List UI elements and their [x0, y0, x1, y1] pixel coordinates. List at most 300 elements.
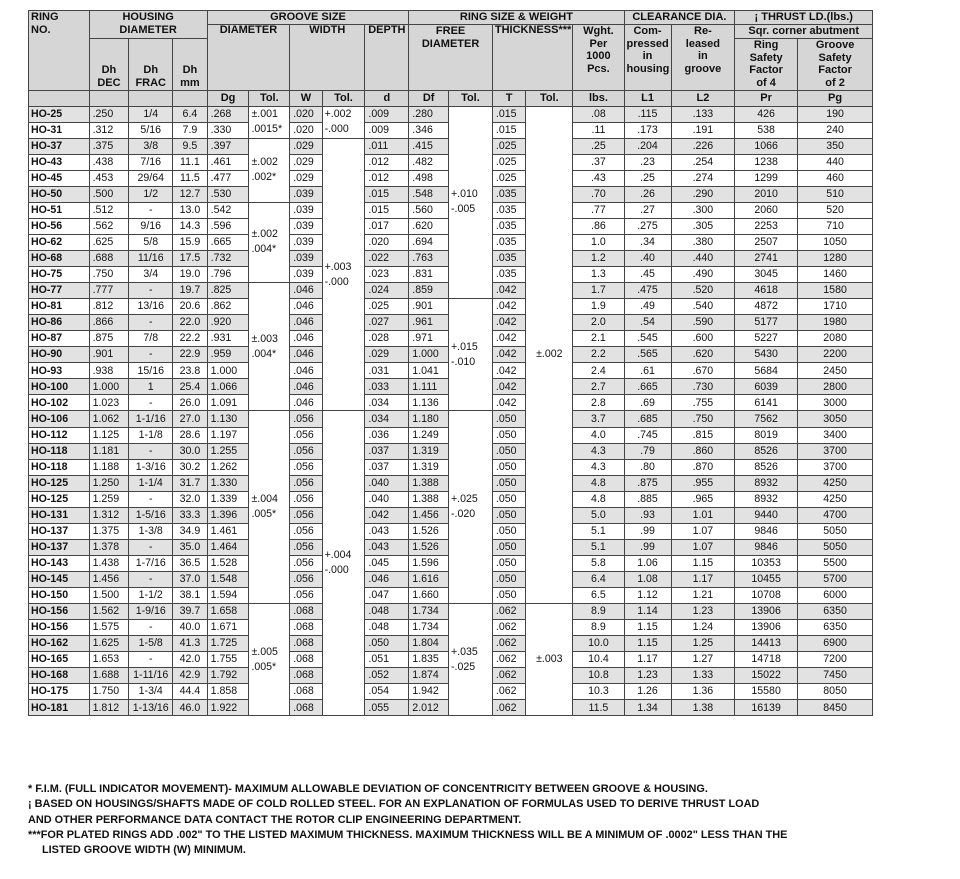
dh-frac-cell: 1-3/4 — [129, 684, 173, 700]
dh-dec-cell: 1.456 — [89, 571, 129, 587]
d-cell: .024 — [365, 283, 409, 299]
dg-cell: 1.066 — [207, 379, 249, 395]
ring-no-cell: HO-77 — [29, 283, 90, 299]
t-cell: .050 — [492, 475, 525, 491]
pr-cell: 5177 — [735, 315, 798, 331]
pr-cell: 2741 — [735, 250, 798, 266]
l1-cell: .69 — [624, 395, 671, 411]
df-cell: 1.526 — [409, 523, 449, 539]
dh-mm-cell: 30.0 — [173, 443, 207, 459]
df-cell: .498 — [409, 170, 449, 186]
l2-cell: .274 — [671, 170, 735, 186]
l2-cell: .305 — [671, 218, 735, 234]
dg-cell: .596 — [207, 218, 249, 234]
l2-cell: 1.07 — [671, 539, 735, 555]
ring-no-cell: HO-31 — [29, 122, 90, 138]
w-cell: .039 — [290, 202, 322, 218]
dh-dec-cell: .875 — [89, 331, 129, 347]
d-cell: .034 — [365, 395, 409, 411]
ring-no-cell: HO-156 — [29, 620, 90, 636]
weight-cell: 4.3 — [573, 459, 624, 475]
dh-frac-cell: - — [129, 620, 173, 636]
pr-cell: 14413 — [735, 636, 798, 652]
l2-cell: .620 — [671, 347, 735, 363]
w-cell: .020 — [290, 106, 322, 122]
dg-cell: 1.461 — [207, 523, 249, 539]
dg-cell: 1.255 — [207, 443, 249, 459]
t-cell: .042 — [492, 315, 525, 331]
pg-cell: 5050 — [797, 539, 872, 555]
l1-cell: 1.15 — [624, 620, 671, 636]
l1-cell: 1.23 — [624, 668, 671, 684]
dh-dec-cell: .438 — [89, 154, 129, 170]
ring-no-cell: HO-145 — [29, 571, 90, 587]
dh-dec-cell: 1.023 — [89, 395, 129, 411]
dh-frac-cell: 11/16 — [129, 250, 173, 266]
pg-cell: 4700 — [797, 507, 872, 523]
dh-frac-cell: - — [129, 315, 173, 331]
pr-cell: 5430 — [735, 347, 798, 363]
pr-cell: 2507 — [735, 234, 798, 250]
d-cell: .045 — [365, 555, 409, 571]
df-cell: .346 — [409, 122, 449, 138]
t-cell: .062 — [492, 652, 525, 668]
w-cell: .046 — [290, 331, 322, 347]
dh-dec-cell: .938 — [89, 363, 129, 379]
pg-cell: 7200 — [797, 652, 872, 668]
unit-blank — [89, 90, 129, 106]
w-cell: .046 — [290, 379, 322, 395]
unit-dg: Dg — [207, 90, 249, 106]
w-cell: .068 — [290, 668, 322, 684]
dh-frac-cell: 3/8 — [129, 138, 173, 154]
t-cell: .035 — [492, 250, 525, 266]
l2-cell: 1.38 — [671, 700, 735, 716]
weight-cell: 10.8 — [573, 668, 624, 684]
pg-cell: 5500 — [797, 555, 872, 571]
d-cell: .023 — [365, 267, 409, 283]
w-tolerance: +.004 -.000 — [322, 411, 365, 716]
df-cell: 1.596 — [409, 555, 449, 571]
pg-cell: 1460 — [797, 267, 872, 283]
df-cell: .548 — [409, 186, 449, 202]
dg-cell: 1.922 — [207, 700, 249, 716]
t-cell: .025 — [492, 170, 525, 186]
df-tolerance: +.035 -.025 — [449, 604, 493, 716]
d-cell: .025 — [365, 299, 409, 315]
w-cell: .056 — [290, 523, 322, 539]
t-cell: .025 — [492, 138, 525, 154]
weight-cell: 5.1 — [573, 539, 624, 555]
pg-cell: 240 — [797, 122, 872, 138]
pg-cell: 710 — [797, 218, 872, 234]
l1-cell: 1.15 — [624, 636, 671, 652]
dh-dec-cell: .812 — [89, 299, 129, 315]
weight-cell: .25 — [573, 138, 624, 154]
groove-safety-header: Groove Safety Factor of 2 — [797, 39, 872, 91]
dg-tolerance: ±.005 .005* — [249, 604, 290, 716]
ring-no-cell: HO-162 — [29, 636, 90, 652]
d-cell: .037 — [365, 459, 409, 475]
dh-dec-cell: .250 — [89, 106, 129, 122]
l2-cell: .520 — [671, 283, 735, 299]
dh-dec-cell: 1.625 — [89, 636, 129, 652]
df-cell: .280 — [409, 106, 449, 122]
pg-cell: 3700 — [797, 443, 872, 459]
pr-cell: 4618 — [735, 283, 798, 299]
ring-no-cell: HO-125 — [29, 475, 90, 491]
pg-cell: 6350 — [797, 620, 872, 636]
dh-dec-cell: 1.812 — [89, 700, 129, 716]
df-cell: .763 — [409, 250, 449, 266]
thrust-load-header: ¡ THRUST LD.(lbs.) — [735, 11, 873, 25]
dh-dec-cell: 1.062 — [89, 411, 129, 427]
dh-frac-cell: 3/4 — [129, 267, 173, 283]
d-cell: .034 — [365, 411, 409, 427]
dh-dec-header: Dh DEC — [89, 39, 129, 91]
l2-cell: 1.36 — [671, 684, 735, 700]
dg-cell: .268 — [207, 106, 249, 122]
t-cell: .062 — [492, 700, 525, 716]
l1-cell: 1.08 — [624, 571, 671, 587]
l1-cell: .173 — [624, 122, 671, 138]
pr-cell: 8019 — [735, 427, 798, 443]
l2-cell: .755 — [671, 395, 735, 411]
ring-no-cell: HO-131 — [29, 507, 90, 523]
dh-mm-cell: 30.2 — [173, 459, 207, 475]
l1-cell: .885 — [624, 491, 671, 507]
pg-cell: 6000 — [797, 587, 872, 603]
dg-cell: .477 — [207, 170, 249, 186]
dh-frac-cell: 1-13/16 — [129, 700, 173, 716]
w-cell: .056 — [290, 475, 322, 491]
dh-mm-cell: 11.1 — [173, 154, 207, 170]
df-cell: .859 — [409, 283, 449, 299]
weight-cell: 2.8 — [573, 395, 624, 411]
t-cell: .042 — [492, 299, 525, 315]
pg-cell: 440 — [797, 154, 872, 170]
sqr-corner-header: Sqr. corner abutment — [735, 25, 873, 39]
d-cell: .054 — [365, 684, 409, 700]
clearance-dia-header: CLEARANCE DIA. — [624, 11, 735, 25]
l2-cell: 1.33 — [671, 668, 735, 684]
dh-frac-cell: 1-1/2 — [129, 587, 173, 603]
footnote-thrust-cont: AND OTHER PERFORMANCE DATA CONTACT THE ROTOR CLIP ENGINEERING DEPARTMENT. — [28, 813, 522, 826]
weight-cell: 10.3 — [573, 684, 624, 700]
weight-cell: .70 — [573, 186, 624, 202]
dg-cell: .461 — [207, 154, 249, 170]
d-cell: .022 — [365, 250, 409, 266]
df-cell: .971 — [409, 331, 449, 347]
df-cell: 1.835 — [409, 652, 449, 668]
weight-cell: 3.7 — [573, 411, 624, 427]
unit-blank — [173, 90, 207, 106]
df-cell: .961 — [409, 315, 449, 331]
dh-mm-cell: 22.2 — [173, 331, 207, 347]
unit-df: Df — [409, 90, 449, 106]
pg-cell: 4250 — [797, 475, 872, 491]
pg-cell: 1980 — [797, 315, 872, 331]
l2-cell: .226 — [671, 138, 735, 154]
weight-cell: .37 — [573, 154, 624, 170]
dg-cell: 1.725 — [207, 636, 249, 652]
weight-cell: 8.9 — [573, 620, 624, 636]
df-tolerance: +.015 -.010 — [449, 299, 493, 411]
dh-mm-cell: 6.4 — [173, 106, 207, 122]
ring-no-cell: HO-68 — [29, 250, 90, 266]
dh-mm-cell: 9.5 — [173, 138, 207, 154]
l2-cell: .590 — [671, 315, 735, 331]
dh-mm-cell: 37.0 — [173, 571, 207, 587]
t-cell: .042 — [492, 331, 525, 347]
w-cell: .029 — [290, 170, 322, 186]
ring-no-cell: HO-137 — [29, 539, 90, 555]
ring-no-cell: HO-25 — [29, 106, 90, 122]
ring-no-cell: HO-143 — [29, 555, 90, 571]
w-cell: .046 — [290, 395, 322, 411]
d-cell: .047 — [365, 587, 409, 603]
t-cell: .035 — [492, 202, 525, 218]
dh-dec-cell: 1.562 — [89, 604, 129, 620]
t-cell: .025 — [492, 154, 525, 170]
l1-cell: .665 — [624, 379, 671, 395]
unit-pr: Pr — [735, 90, 798, 106]
dh-frac-cell: 1-1/16 — [129, 411, 173, 427]
d-cell: .040 — [365, 475, 409, 491]
weight-cell: 5.0 — [573, 507, 624, 523]
ring-size-weight-header: RING SIZE & WEIGHT — [409, 11, 624, 25]
t-cell: .050 — [492, 523, 525, 539]
diameter-header: DIAMETER — [207, 25, 290, 91]
w-cell: .068 — [290, 684, 322, 700]
dh-dec-cell: 1.378 — [89, 539, 129, 555]
pg-cell: 520 — [797, 202, 872, 218]
dh-frac-cell: 7/8 — [129, 331, 173, 347]
dh-mm-cell: 33.3 — [173, 507, 207, 523]
ring-no-cell: HO-87 — [29, 331, 90, 347]
ring-no-cell: HO-118 — [29, 459, 90, 475]
pg-cell: 3700 — [797, 459, 872, 475]
w-cell: .029 — [290, 138, 322, 154]
l2-cell: 1.27 — [671, 652, 735, 668]
l1-cell: .99 — [624, 539, 671, 555]
t-cell: .042 — [492, 363, 525, 379]
dh-dec-cell: .901 — [89, 347, 129, 363]
dh-frac-cell: 1-9/16 — [129, 604, 173, 620]
thickness-header: THICKNESS*** — [492, 25, 572, 91]
unit-t-tol: Tol. — [526, 90, 573, 106]
l1-cell: .204 — [624, 138, 671, 154]
df-cell: .901 — [409, 299, 449, 315]
dg-cell: .330 — [207, 122, 249, 138]
pg-cell: 350 — [797, 138, 872, 154]
w-tolerance: +.002 -.000 — [322, 106, 365, 138]
w-cell: .046 — [290, 283, 322, 299]
pg-cell: 7450 — [797, 668, 872, 684]
dh-dec-cell: 1.188 — [89, 459, 129, 475]
l1-cell: .23 — [624, 154, 671, 170]
pr-cell: 10353 — [735, 555, 798, 571]
l1-cell: .61 — [624, 363, 671, 379]
ring-no-cell: HO-156 — [29, 604, 90, 620]
d-cell: .028 — [365, 331, 409, 347]
pg-cell: 6900 — [797, 636, 872, 652]
l1-cell: 1.26 — [624, 684, 671, 700]
dh-frac-cell: 5/8 — [129, 234, 173, 250]
ring-no-cell: HO-181 — [29, 700, 90, 716]
pr-cell: 13906 — [735, 620, 798, 636]
dh-dec-cell: 1.375 — [89, 523, 129, 539]
spec-sheet — [28, 10, 935, 716]
dh-mm-cell: 39.7 — [173, 604, 207, 620]
l2-cell: .600 — [671, 331, 735, 347]
ring-no-cell: HO-112 — [29, 427, 90, 443]
pg-cell: 3050 — [797, 411, 872, 427]
unit-lbs: lbs. — [573, 90, 624, 106]
w-cell: .039 — [290, 234, 322, 250]
dh-frac-header: Dh FRAC — [129, 39, 173, 91]
unit-t: T — [492, 90, 525, 106]
w-cell: .039 — [290, 186, 322, 202]
l1-cell: .40 — [624, 250, 671, 266]
l1-cell: 1.34 — [624, 700, 671, 716]
l1-cell: .565 — [624, 347, 671, 363]
weight-cell: 2.0 — [573, 315, 624, 331]
dh-frac-cell: 7/16 — [129, 154, 173, 170]
housing-diameter-header: HOUSING DIAMETER — [89, 11, 207, 39]
w-tolerance: +.003 -.000 — [322, 138, 365, 411]
dg-tolerance: ±.004 .005* — [249, 411, 290, 604]
pg-cell: 510 — [797, 186, 872, 202]
dh-dec-cell: 1.575 — [89, 620, 129, 636]
ring-safety-header: Ring Safety Factor of 4 — [735, 39, 798, 91]
weight-cell: 10.0 — [573, 636, 624, 652]
l2-cell: 1.07 — [671, 523, 735, 539]
ring-no-cell: HO-165 — [29, 652, 90, 668]
df-cell: 1.180 — [409, 411, 449, 427]
weight-cell: .08 — [573, 106, 624, 122]
pr-cell: 10455 — [735, 571, 798, 587]
d-cell: .027 — [365, 315, 409, 331]
unit-pg: Pg — [797, 90, 872, 106]
dh-dec-cell: 1.250 — [89, 475, 129, 491]
l1-cell: .685 — [624, 411, 671, 427]
table-header — [29, 11, 935, 107]
t-cell: .035 — [492, 267, 525, 283]
weight-cell: 2.1 — [573, 331, 624, 347]
unit-w-tol: Tol. — [322, 90, 365, 106]
ring-no-cell: HO-102 — [29, 395, 90, 411]
weight-cell: 6.4 — [573, 571, 624, 587]
df-cell: .415 — [409, 138, 449, 154]
ring-no-cell: HO-90 — [29, 347, 90, 363]
dh-frac-cell: 1-1/4 — [129, 475, 173, 491]
w-cell: .068 — [290, 652, 322, 668]
w-cell: .056 — [290, 443, 322, 459]
weight-cell: .43 — [573, 170, 624, 186]
dg-cell: .397 — [207, 138, 249, 154]
dg-cell: 1.262 — [207, 459, 249, 475]
dg-cell: .796 — [207, 267, 249, 283]
d-cell: .043 — [365, 523, 409, 539]
l2-cell: 1.25 — [671, 636, 735, 652]
weight-cell: 1.2 — [573, 250, 624, 266]
pg-cell: 2450 — [797, 363, 872, 379]
dh-frac-cell: - — [129, 202, 173, 218]
pr-cell: 3045 — [735, 267, 798, 283]
dg-cell: 1.594 — [207, 587, 249, 603]
pg-cell: 5050 — [797, 523, 872, 539]
dh-frac-cell: - — [129, 571, 173, 587]
unit-df-tol: Tol. — [449, 90, 493, 106]
w-cell: .046 — [290, 299, 322, 315]
ring-no-header: RING NO. — [29, 11, 90, 91]
d-cell: .011 — [365, 138, 409, 154]
w-cell: .056 — [290, 459, 322, 475]
w-cell: .056 — [290, 571, 322, 587]
df-cell: 2.012 — [409, 700, 449, 716]
l1-cell: .275 — [624, 218, 671, 234]
weight-cell: 5.1 — [573, 523, 624, 539]
ring-no-cell: HO-81 — [29, 299, 90, 315]
dg-cell: 1.671 — [207, 620, 249, 636]
dh-frac-cell: - — [129, 491, 173, 507]
width-header: WIDTH — [290, 25, 365, 91]
l1-cell: .25 — [624, 170, 671, 186]
dg-cell: .542 — [207, 202, 249, 218]
dh-frac-cell: - — [129, 443, 173, 459]
pr-cell: 7562 — [735, 411, 798, 427]
ring-no-cell: HO-137 — [29, 523, 90, 539]
pg-cell: 8450 — [797, 700, 872, 716]
dh-frac-cell: 1-1/8 — [129, 427, 173, 443]
ring-no-cell: HO-45 — [29, 170, 90, 186]
df-cell: 1.319 — [409, 443, 449, 459]
dh-mm-cell: 42.9 — [173, 668, 207, 684]
dh-mm-cell: 42.0 — [173, 652, 207, 668]
weight-cell: 2.2 — [573, 347, 624, 363]
l2-cell: .380 — [671, 234, 735, 250]
l1-cell: .545 — [624, 331, 671, 347]
t-cell: .042 — [492, 379, 525, 395]
ring-no-cell: HO-86 — [29, 315, 90, 331]
df-cell: .694 — [409, 234, 449, 250]
ring-no-cell: HO-168 — [29, 668, 90, 684]
footnote-fim: * F.I.M. (FULL INDICATOR MOVEMENT)- MAXIMUM ALLOWABLE DEVIATION OF CONCENTRICITY BETWEEN GROOVE & HOUSING. — [28, 783, 708, 795]
dh-mm-header: Dh mm — [173, 39, 207, 91]
d-cell: .050 — [365, 636, 409, 652]
weight-cell: 1.3 — [573, 267, 624, 283]
dg-tolerance: ±.001 .0015* — [249, 106, 290, 138]
df-cell: 1.041 — [409, 363, 449, 379]
dh-mm-cell: 11.5 — [173, 170, 207, 186]
dg-tolerance: ±.003 .004* — [249, 283, 290, 411]
pr-cell: 9846 — [735, 539, 798, 555]
l2-cell: .540 — [671, 299, 735, 315]
ring-no-cell: HO-106 — [29, 411, 90, 427]
w-cell: .039 — [290, 250, 322, 266]
dg-cell: 1.792 — [207, 668, 249, 684]
weight-cell: .77 — [573, 202, 624, 218]
df-cell: .620 — [409, 218, 449, 234]
dh-mm-cell: 19.7 — [173, 283, 207, 299]
dg-cell: .825 — [207, 283, 249, 299]
w-cell: .039 — [290, 218, 322, 234]
df-cell: .831 — [409, 267, 449, 283]
table-body — [29, 106, 935, 716]
dh-dec-cell: 1.688 — [89, 668, 129, 684]
df-cell: 1.388 — [409, 491, 449, 507]
